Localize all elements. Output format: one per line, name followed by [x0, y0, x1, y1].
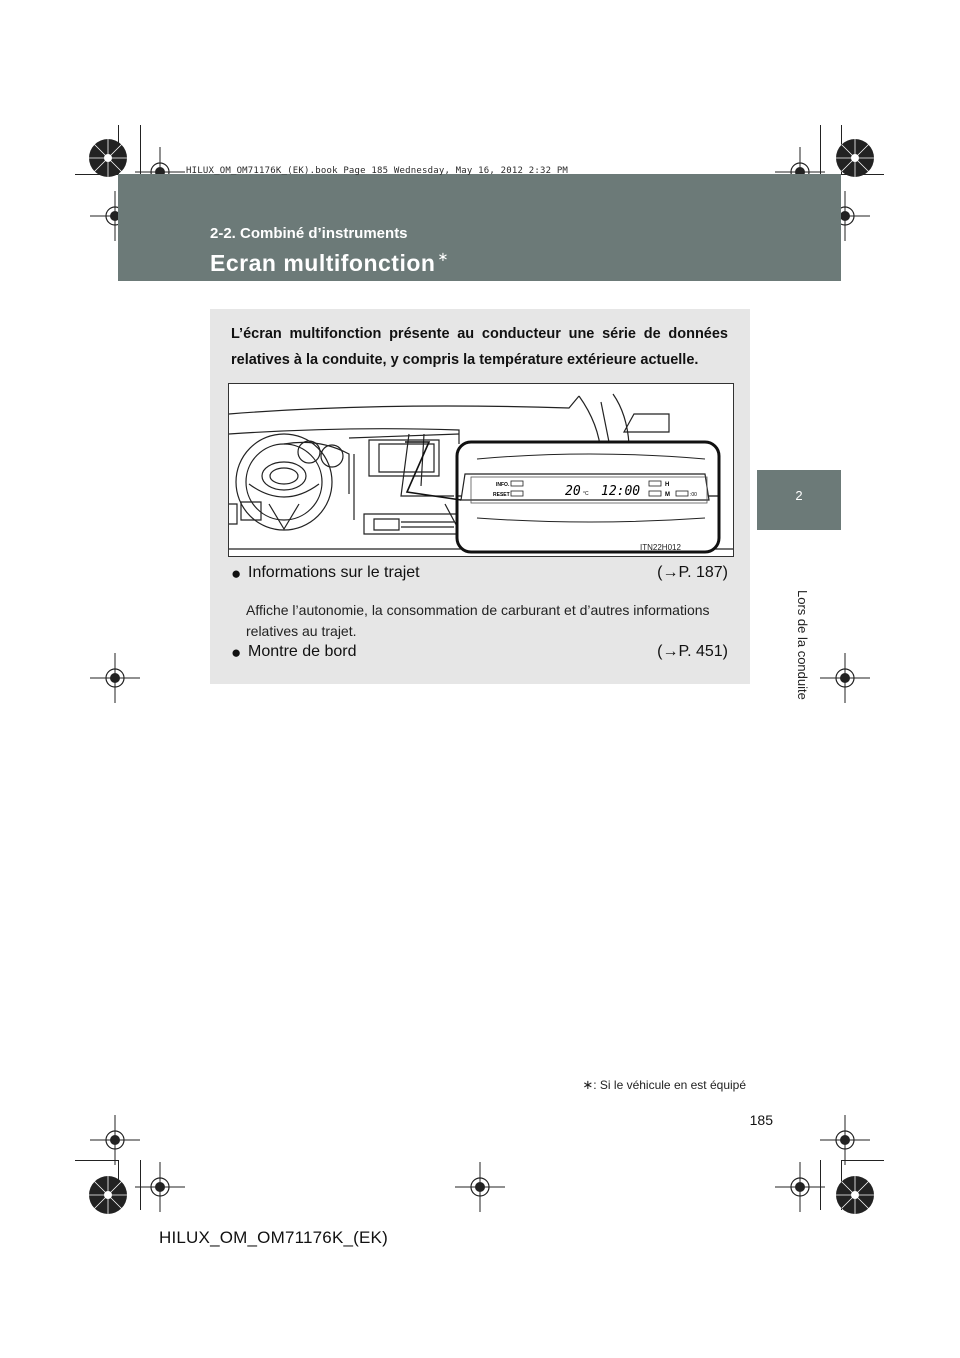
intro-text: L’écran multifonction présente au conducteur une série de données relatives à la conduite, y compris la température extérieure actuelle. [231, 326, 728, 368]
zero-button-label: :00 [690, 492, 697, 498]
figure-code: ITN22H012 [640, 543, 681, 552]
display-temperature: 20 [565, 484, 581, 499]
display-temp-unit: °C [583, 491, 589, 497]
section-label: 2-2. Combiné d’instruments [210, 225, 408, 242]
page-reference: (→P. 187) [657, 564, 728, 581]
page-number: 185 [749, 1112, 773, 1128]
chapter-number: 2 [795, 488, 803, 503]
registration-mark-icon [78, 1165, 138, 1225]
title-asterisk: ∗ [437, 249, 449, 264]
minute-button-label: M [665, 492, 670, 498]
dashboard-figure [228, 383, 734, 557]
page-title-text: Ecran multifonction [210, 250, 436, 276]
dashboard-illustration [229, 384, 733, 556]
footnote [480, 1077, 746, 1093]
document-code: HILUX_OM_OM71176K_(EK) [159, 1228, 388, 1247]
hour-button-label: H [665, 482, 670, 488]
chapter-title: Lors de la conduite [795, 590, 810, 700]
crosshair-mark-icon [770, 1157, 830, 1217]
item-description: Affiche l’autonomie, la consommation de carburant et d’autres informations relatives au trajet. [246, 602, 710, 639]
bullet-icon: ● [231, 564, 242, 583]
page-title [210, 249, 449, 277]
page-reference: (→P. 451) [657, 643, 728, 660]
item-label: Montre de bord [248, 643, 357, 660]
list-item [231, 643, 728, 667]
list-item [231, 564, 728, 588]
registration-mark-icon [825, 1165, 885, 1225]
crosshair-mark-icon [130, 1157, 190, 1217]
crosshair-mark-icon [450, 1157, 510, 1217]
reset-button-label: RESET [493, 492, 510, 498]
print-info: HILUX_OM_OM71176K_(EK).book Page 185 Wednesday, May 16, 2012 2:32 PM [186, 166, 569, 176]
display-clock: 12:00 [601, 484, 641, 499]
info-button-label: INFO. [496, 482, 510, 488]
item-label: Informations sur le trajet [248, 564, 420, 581]
footnote-star: ∗ [582, 1077, 594, 1092]
crosshair-mark-icon [85, 648, 145, 708]
footnote-text: : Si le véhicule en est équipé [593, 1078, 746, 1092]
chapter-title-vertical [772, 590, 832, 700]
bullet-icon: ● [231, 643, 242, 662]
